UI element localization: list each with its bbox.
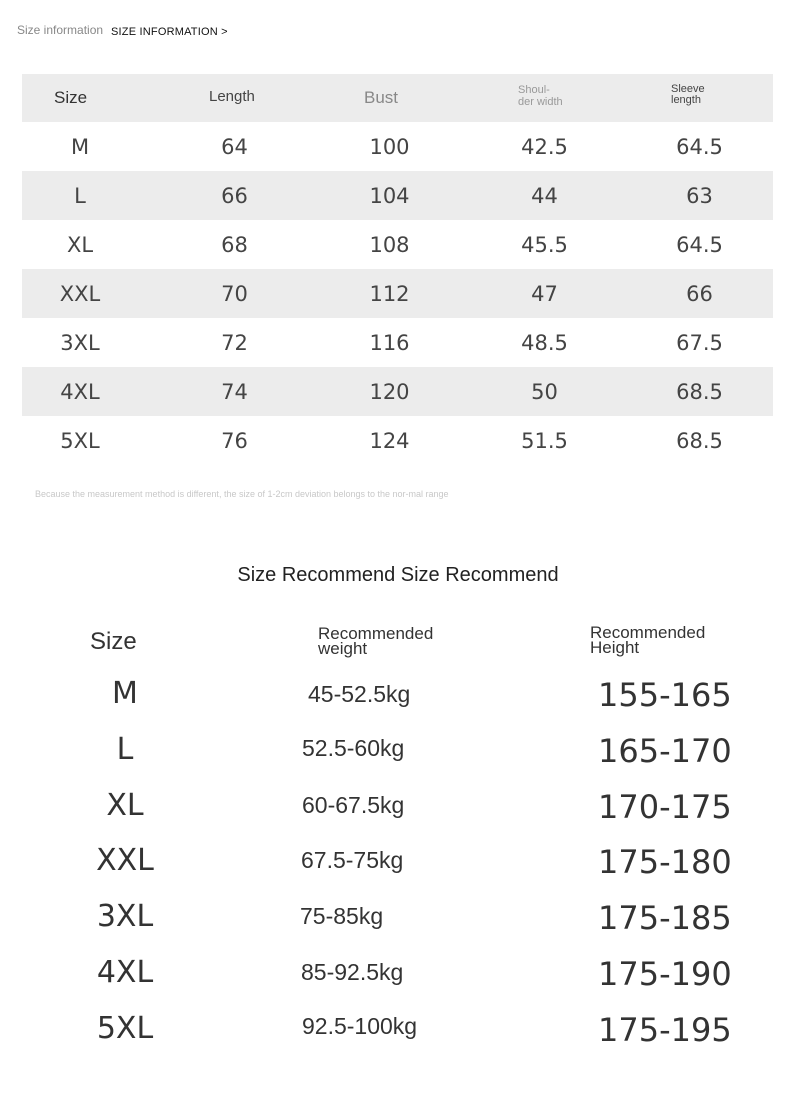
recommend-size: 5XL [96,1010,154,1046]
recommend-size: XXL [96,843,154,879]
cell-length: 64 [221,134,248,159]
recommend-row [0,837,790,893]
recommend-table [0,670,790,1061]
recommend-weight: 92.5-100kg [302,1012,418,1039]
cell-length: 66 [221,183,248,208]
size-table-row [22,416,773,465]
size-table-row [22,367,773,416]
cell-size: 5XL [60,428,100,453]
cell-bust: 120 [369,379,410,404]
weight-header-line2: weight [318,639,368,658]
cell-length: 70 [221,281,248,306]
cell-shoulder: 50 [531,379,558,404]
size-table [22,74,773,465]
size-table-row [22,122,773,171]
recommend-height: 170-175 [598,787,732,826]
cell-sleeve: 64.5 [676,134,723,159]
recommend-weight: 75-85kg [300,903,384,930]
cell-bust: 104 [369,183,410,208]
shoulder-header-line2: der width [518,96,563,108]
recommend-height: 175-185 [598,899,732,938]
recommend-row [0,1005,790,1061]
recommend-weight: 60-67.5kg [302,791,405,818]
cell-size: 4XL [60,379,100,404]
column-header-length: Length [209,88,255,105]
cell-sleeve: 63 [686,183,713,208]
recommend-row [0,782,790,838]
cell-size: M [70,134,90,159]
cell-size: 3XL [60,330,100,355]
cell-sleeve: 68.5 [676,428,723,453]
size-table-header [22,74,773,122]
recommend-height: 175-180 [598,843,732,882]
cell-size: L [74,183,86,208]
cell-shoulder: 45.5 [521,232,568,257]
size-table-row [22,269,773,318]
cell-shoulder: 48.5 [521,330,568,355]
size-information-label: Size information [17,23,104,37]
recommend-size: L [116,731,134,767]
recommend-header-size: Size [90,628,137,655]
size-information-heading: SIZE INFORMATION > [111,26,228,38]
cell-bust: 124 [369,428,410,453]
recommend-height: 165-170 [598,731,732,770]
recommend-row [0,949,790,1005]
recommend-header-height [590,625,730,655]
recommend-weight: 85-92.5kg [301,958,404,985]
cell-shoulder: 51.5 [521,428,568,453]
cell-length: 72 [221,330,248,355]
cell-size: XL [66,232,94,257]
cell-bust: 112 [369,281,410,306]
cell-bust: 100 [369,134,410,159]
recommend-size: 3XL [96,899,154,935]
cell-shoulder: 44 [531,183,558,208]
recommend-size: M [112,676,138,711]
cell-sleeve: 64.5 [676,232,723,257]
column-header-sleeve-length [671,84,731,106]
recommend-size: 4XL [96,954,154,990]
shoulder-header-line1: Shoul- [518,84,550,96]
cell-size: XXL [59,281,101,306]
measurement-note: Because the measurement method is different, the size of 1-2cm deviation belongs to the nor-mal range [35,489,449,499]
cell-bust: 116 [369,330,410,355]
cell-shoulder: 42.5 [521,134,568,159]
height-header-line2: Height [590,638,640,657]
column-header-shoulder-width [518,84,588,108]
cell-sleeve: 67.5 [676,330,723,355]
recommend-size: XL [106,787,144,823]
column-header-bust: Bust [364,88,399,107]
cell-sleeve: 66 [686,281,713,306]
recommend-row [0,670,790,726]
size-table-row [22,220,773,269]
cell-bust: 108 [369,232,410,257]
cell-length: 68 [221,232,248,257]
size-table-row [22,318,773,367]
sleeve-header-line1: Sleeve [671,83,705,95]
size-recommend-title: Size Recommend Size Recommend [237,564,559,586]
cell-length: 74 [221,379,248,404]
recommend-weight: 45-52.5kg [308,681,411,707]
recommend-weight: 52.5-60kg [302,734,405,761]
weight-header-line1: Recommended [318,624,434,643]
recommend-height: 155-165 [598,676,732,714]
recommend-height: 175-195 [598,1010,732,1049]
recommend-height: 175-190 [598,954,732,993]
sleeve-header-line2: length [671,94,701,106]
size-table-row [22,171,773,220]
recommend-row [0,726,790,782]
cell-length: 76 [221,428,248,453]
recommend-row [0,893,790,949]
recommend-header-weight [318,626,458,656]
cell-sleeve: 68.5 [676,379,723,404]
cell-shoulder: 47 [531,281,558,306]
height-header-line1: Recommended [590,623,706,642]
column-header-size: Size [54,88,88,107]
recommend-weight: 67.5-75kg [301,847,404,874]
